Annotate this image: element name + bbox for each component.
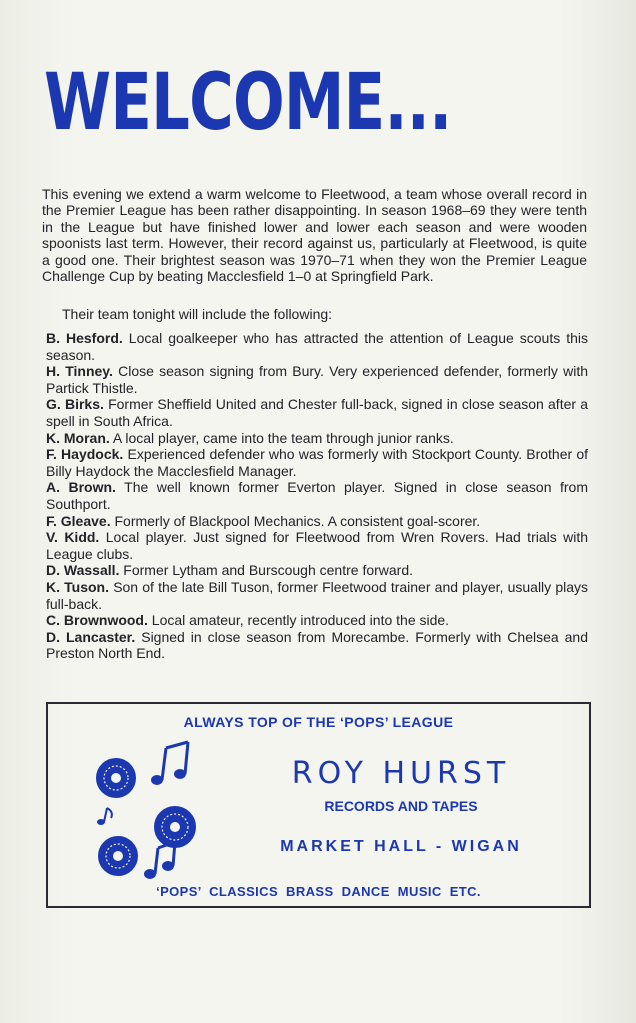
- record-disc-icon: [155, 807, 195, 847]
- player-item: [46, 629, 588, 662]
- team-lead-line: Their team tonight will include the following:: [62, 306, 333, 322]
- player-name: A. Brown.: [46, 479, 116, 496]
- player-item: [46, 513, 588, 530]
- shop-tagline: RECORDS AND TAPES: [324, 798, 478, 814]
- player-note: Local goalkeeper who has attracted the attention of League scouts this season.: [46, 330, 588, 363]
- shop-name: ROY HURST: [291, 756, 511, 791]
- player-item: [46, 396, 588, 429]
- player-list: [46, 330, 588, 662]
- player-name: K. Tuson.: [46, 578, 110, 595]
- player-item: [46, 330, 588, 363]
- player-name: F. Gleave.: [46, 512, 111, 529]
- records-and-notes-illustration: [96, 738, 211, 884]
- player-note: Local player. Just signed for Fleetwood from Wren Rovers. Had trials with League clubs.: [46, 529, 589, 562]
- player-name: D. Lancaster.: [46, 628, 136, 645]
- player-item: [46, 446, 588, 479]
- music-note-icon: [144, 842, 175, 879]
- player-note: The well known former Everton player. Signed in close season from Southport.: [46, 479, 588, 512]
- player-note: A local player, came into the team through junior ranks.: [112, 429, 454, 446]
- player-note: Experienced defender who was formerly with Stockport County. Brother of Billy Haydock the Macclesfield Manager.: [46, 446, 589, 479]
- shop-location: MARKET HALL - WIGAN: [280, 838, 522, 855]
- player-note: Son of the late Bill Tuson, former Fleetwood trainer and player, usually plays full-back.: [46, 578, 589, 612]
- record-disc-icon: [97, 759, 135, 797]
- player-name: D. Wassall.: [46, 562, 120, 579]
- player-item: [46, 529, 588, 562]
- player-note: Signed in close season from Morecambe. Formerly with Chelsea and Preston North End.: [46, 628, 588, 662]
- player-name: B. Hesford.: [46, 330, 123, 346]
- player-item: [46, 612, 588, 629]
- page-title: WELCOME...: [44, 58, 452, 148]
- music-note-icon: [97, 808, 112, 825]
- player-name: K. Moran.: [46, 429, 110, 446]
- player-name: C. Brownwood.: [46, 612, 148, 629]
- player-note: Local amateur, recently introduced into the side.: [151, 612, 450, 629]
- player-item: [46, 579, 588, 612]
- player-name: F. Haydock.: [46, 446, 124, 463]
- advert-genres-line: ‘POPS’ CLASSICS BRASS DANCE MUSIC ETC.: [156, 884, 481, 899]
- player-note: Former Sheffield United and Chester full-back, signed in close season after a spell in South Africa.: [46, 396, 588, 429]
- player-note: Former Lytham and Burscough centre forward.: [123, 562, 414, 579]
- player-note: Formerly of Blackpool Mechanics. A consistent goal-scorer.: [114, 512, 481, 529]
- record-disc-icon: [99, 837, 137, 875]
- music-note-icon: [151, 742, 188, 785]
- record-shop-advert: [46, 702, 591, 908]
- player-item: [46, 363, 588, 396]
- player-item: [46, 479, 588, 512]
- player-name: H. Tinney.: [46, 363, 113, 380]
- player-name: G. Birks.: [46, 396, 104, 413]
- player-name: V. Kidd.: [46, 529, 100, 546]
- player-note: Close season signing from Bury. Very experienced defender, formerly with Partick Thistle.: [46, 363, 589, 396]
- advert-top-line: ALWAYS TOP OF THE ‘POPS’ LEAGUE: [183, 714, 454, 730]
- intro-paragraph: This evening we extend a warm welcome to Fleetwood, a team whose overall record in the Premier League has been rather disappointing. In season 1968–69 they were tenth in the League but have finished lower and lower each season and were wooden spoonists last term. However, their record against us, particularly at Fleetwood, is quite a good one. Their brightest season was 1970–71 when they won the Premier League Challenge Cup by beating Macclesfield 1–0 at Springfield Park.: [42, 186, 587, 285]
- player-item: [46, 562, 588, 579]
- player-item: [46, 430, 588, 447]
